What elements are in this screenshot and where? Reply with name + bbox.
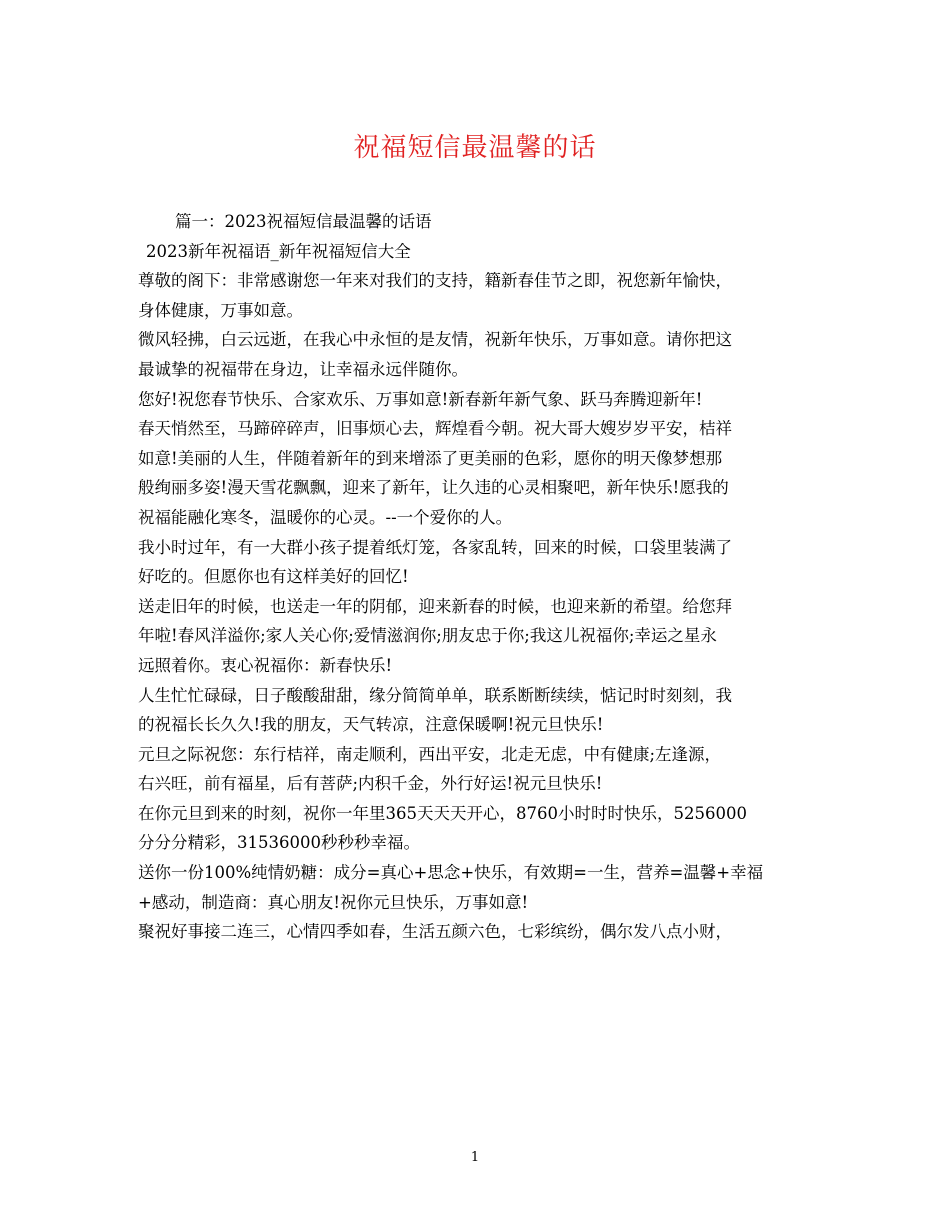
- section-heading: 篇一：2023祝福短信最温馨的话语: [175, 212, 432, 231]
- page-number: 1: [470, 1150, 480, 1165]
- paragraph-line: 我小时过年，有一大群小孩子提着纸灯笼，各家乱转，回来的时候，口袋里装满了: [138, 537, 732, 557]
- document-body: [138, 207, 814, 947]
- paragraph-line: 人生忙忙碌碌，日子酸酸甜甜，缘分简简单单，联系断断续续，惦记时时刻刻，我: [138, 685, 732, 705]
- paragraph-line: +感动，制造商：真心朋友!祝你元旦快乐，万事如意!: [138, 892, 529, 912]
- paragraph-line: 好吃的。但愿你也有这样美好的回忆!: [138, 567, 409, 587]
- paragraph-line: 远照着你。衷心祝福你：新春快乐!: [138, 655, 393, 675]
- paragraph-line: 般绚丽多姿!漫天雪花飘飘，迎来了新年，让久违的心灵相聚吧，新年快乐!愿我的: [138, 478, 729, 498]
- paragraph-line: 分分分精彩，31536000秒秒秒幸福。: [138, 833, 420, 853]
- paragraph-line: 在你元旦到来的时刻，祝你一年里365天天天开心，8760小时时时快乐，5256000: [138, 803, 747, 823]
- paragraph-line: 元旦之际祝您：东行桔祥，南走顺利，西出平安，北走无虑，中有健康;左逢源，: [138, 744, 722, 764]
- page-title: 祝福短信最温馨的话: [353, 133, 597, 163]
- paragraph-line: 春天悄然至，马蹄碎碎声，旧事烦心去，辉煌看今朝。祝大哥大嫂岁岁平安，桔祥: [138, 419, 732, 439]
- paragraph-line: 身体健康，万事如意。: [138, 300, 303, 320]
- paragraph-line: 右兴旺，前有福星，后有菩萨;内积千金，外行好运!祝元旦快乐!: [138, 774, 603, 794]
- paragraph-line: 聚祝好事接二连三，心情四季如春，生活五颜六色，七彩缤纷，偶尔发八点小财，: [138, 922, 732, 942]
- paragraph-line: 最诚挚的祝福带在身边，让幸福永远伴随你。: [138, 359, 468, 379]
- paragraph-line: 祝福能融化寒冬，温暖你的心灵。--一个爱你的人。: [138, 507, 513, 527]
- paragraph-line: 送你一份100%纯情奶糖：成分=真心+思念+快乐，有效期=一生，营养=温馨+幸福: [138, 863, 764, 883]
- paragraph-line: 如意!美丽的人生，伴随着新年的到来增添了更美丽的色彩，愿你的明天像梦想那: [138, 448, 723, 468]
- paragraph-line: 您好!祝您春节快乐、合家欢乐、万事如意!新春新年新气象、跃马奔腾迎新年!: [138, 389, 703, 409]
- paragraph-line: 年啦!春风洋溢你;家人关心你;爱情滋润你;朋友忠于你;我这儿祝福你;幸运之星永: [138, 626, 717, 646]
- subheading: 2023新年祝福语_新年祝福短信大全: [146, 241, 411, 261]
- paragraph-line: 的祝福长长久久!我的朋友，天气转凉，注意保暖啊!祝元旦快乐!: [138, 715, 604, 735]
- paragraph-line: 送走旧年的时候，也送走一年的阴郁，迎来新春的时候，也迎来新的希望。给您拜: [138, 596, 732, 616]
- paragraph-line: 微风轻拂，白云远逝，在我心中永恒的是友情，祝新年快乐，万事如意。请你把这: [138, 330, 732, 350]
- paragraph-line: 尊敬的阁下：非常感谢您一年来对我们的支持，籍新春佳节之即，祝您新年愉快，: [138, 271, 732, 291]
